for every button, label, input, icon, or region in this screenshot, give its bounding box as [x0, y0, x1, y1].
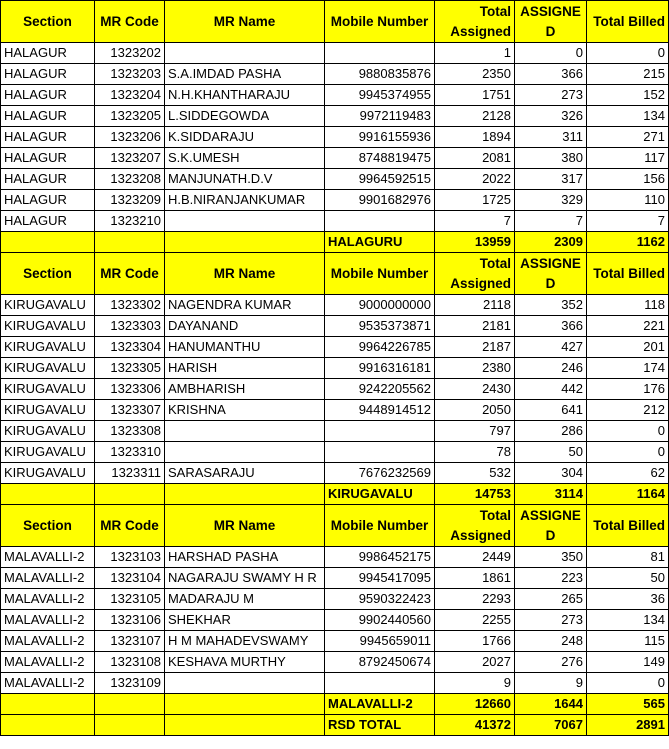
total-assigned-sum-cell: 13959	[435, 232, 515, 253]
table-row	[1, 421, 669, 442]
mr-name-cell: SHEKHAR	[165, 610, 325, 631]
mobile-number-cell: 9916155936	[325, 127, 435, 148]
assigned-cell: 265	[515, 589, 587, 610]
header-total-assigned: Total Assigned	[435, 505, 515, 547]
mobile-number-cell: 9901682976	[325, 190, 435, 211]
mobile-number-cell: 9535373871	[325, 316, 435, 337]
total-assigned-cell: 2181	[435, 316, 515, 337]
section-cell: KIRUGAVALU	[1, 421, 95, 442]
assigned-cell: 311	[515, 127, 587, 148]
mr-code-cell: 1323305	[95, 358, 165, 379]
table-row	[1, 400, 669, 421]
table-row	[1, 295, 669, 316]
total-billed-cell: 118	[587, 295, 669, 316]
section-cell: KIRUGAVALU	[1, 463, 95, 484]
section-cell: MALAVALLI-2	[1, 547, 95, 568]
section-cell: HALAGUR	[1, 43, 95, 64]
mobile-number-cell	[325, 43, 435, 64]
table-row	[1, 169, 669, 190]
section-cell: KIRUGAVALU	[1, 316, 95, 337]
assigned-cell: 352	[515, 295, 587, 316]
mr-name-cell	[165, 43, 325, 64]
assigned-cell: 273	[515, 85, 587, 106]
empty-cell	[95, 694, 165, 715]
mr-code-cell: 1323306	[95, 379, 165, 400]
assigned-cell: 50	[515, 442, 587, 463]
empty-cell	[165, 694, 325, 715]
mr-code-cell: 1323206	[95, 127, 165, 148]
total-label-cell: KIRUGAVALU	[325, 484, 435, 505]
total-billed-cell: 215	[587, 64, 669, 85]
mr-code-cell: 1323307	[95, 400, 165, 421]
mobile-number-cell: 9964592515	[325, 169, 435, 190]
header-mr-code: MR Code	[95, 253, 165, 295]
total-assigned-cell: 2050	[435, 400, 515, 421]
total-assigned-cell: 78	[435, 442, 515, 463]
mr-name-cell: MADARAJU M	[165, 589, 325, 610]
section-cell: HALAGUR	[1, 85, 95, 106]
total-assigned-cell: 1894	[435, 127, 515, 148]
total-assigned-cell: 1766	[435, 631, 515, 652]
mr-code-cell: 1323209	[95, 190, 165, 211]
section-cell: HALAGUR	[1, 169, 95, 190]
mr-code-cell: 1323311	[95, 463, 165, 484]
section-cell: MALAVALLI-2	[1, 652, 95, 673]
assigned-cell: 326	[515, 106, 587, 127]
total-assigned-cell: 2255	[435, 610, 515, 631]
mobile-number-cell: 9972119483	[325, 106, 435, 127]
header-assigned: ASSIGNED	[515, 1, 587, 43]
mr-name-cell: SARASARAJU	[165, 463, 325, 484]
assigned-cell: 246	[515, 358, 587, 379]
section-cell: KIRUGAVALU	[1, 295, 95, 316]
header-section: Section	[1, 253, 95, 295]
section-cell: MALAVALLI-2	[1, 631, 95, 652]
mobile-number-cell	[325, 211, 435, 232]
table-row	[1, 337, 669, 358]
mr-code-cell: 1323303	[95, 316, 165, 337]
total-billed-cell: 149	[587, 652, 669, 673]
section-cell: HALAGUR	[1, 106, 95, 127]
section-cell: MALAVALLI-2	[1, 589, 95, 610]
section-cell: MALAVALLI-2	[1, 610, 95, 631]
total-assigned-cell: 2380	[435, 358, 515, 379]
mobile-number-cell: 8792450674	[325, 652, 435, 673]
section-cell: KIRUGAVALU	[1, 442, 95, 463]
mr-code-cell: 1323106	[95, 610, 165, 631]
header-total-billed: Total Billed	[587, 505, 669, 547]
header-section: Section	[1, 505, 95, 547]
total-assigned-cell: 2022	[435, 169, 515, 190]
header-mr-name: MR Name	[165, 1, 325, 43]
total-billed-cell: 81	[587, 547, 669, 568]
total-billed-sum-cell: 565	[587, 694, 669, 715]
mr-code-cell: 1323105	[95, 589, 165, 610]
total-billed-cell: 0	[587, 43, 669, 64]
total-assigned-cell: 2430	[435, 379, 515, 400]
mr-name-cell: L.SIDDEGOWDA	[165, 106, 325, 127]
mobile-number-cell: 9945659011	[325, 631, 435, 652]
total-assigned-cell: 532	[435, 463, 515, 484]
mr-name-cell: K.SIDDARAJU	[165, 127, 325, 148]
mr-code-cell: 1323104	[95, 568, 165, 589]
table-row	[1, 568, 669, 589]
header-total-assigned: Total Assigned	[435, 1, 515, 43]
table-row	[1, 358, 669, 379]
header-mobile-number: Mobile Number	[325, 505, 435, 547]
total-billed-cell: 0	[587, 442, 669, 463]
assigned-cell: 9	[515, 673, 587, 694]
table-row	[1, 64, 669, 85]
total-billed-cell: 152	[587, 85, 669, 106]
total-assigned-cell: 2449	[435, 547, 515, 568]
table-row	[1, 547, 669, 568]
empty-cell	[165, 232, 325, 253]
total-billed-sum-cell: 2891	[587, 715, 669, 736]
mr-name-cell: N.H.KHANTHARAJU	[165, 85, 325, 106]
mobile-number-cell: 9242205562	[325, 379, 435, 400]
total-billed-sum-cell: 1164	[587, 484, 669, 505]
total-billed-cell: 156	[587, 169, 669, 190]
total-billed-cell: 110	[587, 190, 669, 211]
total-assigned-cell: 1	[435, 43, 515, 64]
mr-name-cell: HANUMANTHU	[165, 337, 325, 358]
total-assigned-cell: 2027	[435, 652, 515, 673]
total-billed-cell: 174	[587, 358, 669, 379]
mr-name-cell: HARSHAD PASHA	[165, 547, 325, 568]
section-cell: HALAGUR	[1, 127, 95, 148]
total-assigned-cell: 2128	[435, 106, 515, 127]
total-billed-cell: 134	[587, 610, 669, 631]
total-assigned-cell: 2293	[435, 589, 515, 610]
mobile-number-cell: 7676232569	[325, 463, 435, 484]
section-total-row	[1, 484, 669, 505]
assigned-cell: 329	[515, 190, 587, 211]
mr-code-cell: 1323109	[95, 673, 165, 694]
mr-name-cell: HARISH	[165, 358, 325, 379]
table-row	[1, 316, 669, 337]
total-assigned-cell: 7	[435, 211, 515, 232]
mr-name-cell: H.B.NIRANJANKUMAR	[165, 190, 325, 211]
assigned-cell: 317	[515, 169, 587, 190]
total-billed-cell: 0	[587, 673, 669, 694]
section-cell: HALAGUR	[1, 148, 95, 169]
mobile-number-cell: 9986452175	[325, 547, 435, 568]
mr-code-cell: 1323210	[95, 211, 165, 232]
mr-code-cell: 1323205	[95, 106, 165, 127]
mobile-number-cell: 9000000000	[325, 295, 435, 316]
total-label-cell: MALAVALLI-2	[325, 694, 435, 715]
table-row	[1, 43, 669, 64]
mr-name-cell	[165, 442, 325, 463]
total-billed-cell: 134	[587, 106, 669, 127]
assigned-cell: 380	[515, 148, 587, 169]
mobile-number-cell: 9902440560	[325, 610, 435, 631]
mr-code-cell: 1323310	[95, 442, 165, 463]
total-billed-cell: 201	[587, 337, 669, 358]
table-row	[1, 589, 669, 610]
mr-name-cell: KRISHNA	[165, 400, 325, 421]
total-assigned-cell: 797	[435, 421, 515, 442]
assigned-cell: 366	[515, 64, 587, 85]
section-cell: MALAVALLI-2	[1, 568, 95, 589]
mr-name-cell: KESHAVA MURTHY	[165, 652, 325, 673]
section-cell: HALAGUR	[1, 190, 95, 211]
assigned-cell: 273	[515, 610, 587, 631]
section-cell: KIRUGAVALU	[1, 337, 95, 358]
total-assigned-cell: 9	[435, 673, 515, 694]
assigned-cell: 276	[515, 652, 587, 673]
empty-cell	[1, 232, 95, 253]
header-section: Section	[1, 1, 95, 43]
mr-name-cell: NAGENDRA KUMAR	[165, 295, 325, 316]
table-row	[1, 85, 669, 106]
assigned-cell: 0	[515, 43, 587, 64]
section-total-row	[1, 694, 669, 715]
assigned-cell: 304	[515, 463, 587, 484]
assigned-sum-cell: 3114	[515, 484, 587, 505]
assigned-cell: 350	[515, 547, 587, 568]
assigned-sum-cell: 2309	[515, 232, 587, 253]
table-row	[1, 106, 669, 127]
mr-name-cell: DAYANAND	[165, 316, 325, 337]
total-assigned-cell: 1751	[435, 85, 515, 106]
section-cell: HALAGUR	[1, 64, 95, 85]
empty-cell	[165, 484, 325, 505]
table-row	[1, 148, 669, 169]
mr-code-cell: 1323302	[95, 295, 165, 316]
total-billed-cell: 7	[587, 211, 669, 232]
table-row	[1, 190, 669, 211]
section-cell: HALAGUR	[1, 211, 95, 232]
mobile-number-cell: 9590322423	[325, 589, 435, 610]
mr-name-cell	[165, 211, 325, 232]
mr-name-cell: NAGARAJU SWAMY H R	[165, 568, 325, 589]
total-assigned-sum-cell: 14753	[435, 484, 515, 505]
section-cell: KIRUGAVALU	[1, 358, 95, 379]
assigned-sum-cell: 1644	[515, 694, 587, 715]
empty-cell	[1, 715, 95, 736]
table-row	[1, 463, 669, 484]
total-billed-cell: 176	[587, 379, 669, 400]
total-billed-cell: 62	[587, 463, 669, 484]
section-cell: KIRUGAVALU	[1, 379, 95, 400]
mobile-number-cell: 9916316181	[325, 358, 435, 379]
assigned-cell: 248	[515, 631, 587, 652]
total-billed-cell: 271	[587, 127, 669, 148]
mobile-number-cell: 9945374955	[325, 85, 435, 106]
table-row	[1, 379, 669, 400]
header-row	[1, 253, 669, 295]
total-billed-sum-cell: 1162	[587, 232, 669, 253]
table-row	[1, 610, 669, 631]
mr-name-cell	[165, 673, 325, 694]
mr-code-cell: 1323202	[95, 43, 165, 64]
mr-name-cell: AMBHARISH	[165, 379, 325, 400]
mr-code-cell: 1323108	[95, 652, 165, 673]
mr-code-cell: 1323208	[95, 169, 165, 190]
section-cell: KIRUGAVALU	[1, 400, 95, 421]
total-assigned-cell: 2081	[435, 148, 515, 169]
assigned-cell: 7	[515, 211, 587, 232]
mr-code-cell: 1323304	[95, 337, 165, 358]
header-assigned: ASSIGNED	[515, 505, 587, 547]
assigned-cell: 641	[515, 400, 587, 421]
mobile-number-cell	[325, 421, 435, 442]
header-total-billed: Total Billed	[587, 253, 669, 295]
header-mr-code: MR Code	[95, 505, 165, 547]
section-total-row	[1, 232, 669, 253]
mr-code-cell: 1323103	[95, 547, 165, 568]
header-row	[1, 1, 669, 43]
table-row	[1, 127, 669, 148]
assigned-sum-cell: 7067	[515, 715, 587, 736]
assigned-cell: 286	[515, 421, 587, 442]
assigned-cell: 427	[515, 337, 587, 358]
mobile-number-cell: 9945417095	[325, 568, 435, 589]
mobile-number-cell: 9448914512	[325, 400, 435, 421]
mr-code-cell: 1323204	[95, 85, 165, 106]
mr-name-cell: MANJUNATH.D.V	[165, 169, 325, 190]
header-mr-name: MR Name	[165, 505, 325, 547]
total-assigned-sum-cell: 12660	[435, 694, 515, 715]
total-assigned-cell: 1861	[435, 568, 515, 589]
total-billed-cell: 221	[587, 316, 669, 337]
mr-code-cell: 1323207	[95, 148, 165, 169]
assigned-cell: 223	[515, 568, 587, 589]
total-label-cell: HALAGURU	[325, 232, 435, 253]
empty-cell	[95, 715, 165, 736]
grand-total-row	[1, 715, 669, 736]
mobile-number-cell	[325, 442, 435, 463]
header-mr-code: MR Code	[95, 1, 165, 43]
empty-cell	[1, 694, 95, 715]
total-billed-cell: 212	[587, 400, 669, 421]
empty-cell	[95, 484, 165, 505]
total-assigned-cell: 1725	[435, 190, 515, 211]
header-mobile-number: Mobile Number	[325, 253, 435, 295]
mobile-number-cell	[325, 673, 435, 694]
mr-code-cell: 1323308	[95, 421, 165, 442]
total-assigned-cell: 2187	[435, 337, 515, 358]
total-billed-cell: 117	[587, 148, 669, 169]
total-billed-cell: 36	[587, 589, 669, 610]
table-row	[1, 211, 669, 232]
total-label-cell: RSD TOTAL	[325, 715, 435, 736]
section-cell: MALAVALLI-2	[1, 673, 95, 694]
header-total-assigned: Total Assigned	[435, 253, 515, 295]
mobile-number-cell: 9964226785	[325, 337, 435, 358]
header-total-billed: Total Billed	[587, 1, 669, 43]
empty-cell	[1, 484, 95, 505]
empty-cell	[165, 715, 325, 736]
header-mr-name: MR Name	[165, 253, 325, 295]
mr-name-cell: S.A.IMDAD PASHA	[165, 64, 325, 85]
total-assigned-cell: 2118	[435, 295, 515, 316]
assigned-cell: 442	[515, 379, 587, 400]
total-assigned-sum-cell: 41372	[435, 715, 515, 736]
assigned-cell: 366	[515, 316, 587, 337]
header-mobile-number: Mobile Number	[325, 1, 435, 43]
empty-cell	[95, 232, 165, 253]
mr-code-cell: 1323107	[95, 631, 165, 652]
table-row	[1, 673, 669, 694]
table-row	[1, 631, 669, 652]
mr-name-cell	[165, 421, 325, 442]
total-billed-cell: 115	[587, 631, 669, 652]
total-assigned-cell: 2350	[435, 64, 515, 85]
mobile-number-cell: 9880835876	[325, 64, 435, 85]
mr-code-cell: 1323203	[95, 64, 165, 85]
table-row	[1, 652, 669, 673]
mobile-number-cell: 8748819475	[325, 148, 435, 169]
table-row	[1, 442, 669, 463]
total-billed-cell: 50	[587, 568, 669, 589]
mr-name-cell: S.K.UMESH	[165, 148, 325, 169]
header-assigned: ASSIGNED	[515, 253, 587, 295]
header-row	[1, 505, 669, 547]
total-billed-cell: 0	[587, 421, 669, 442]
mr-name-cell: H M MAHADEVSWAMY	[165, 631, 325, 652]
